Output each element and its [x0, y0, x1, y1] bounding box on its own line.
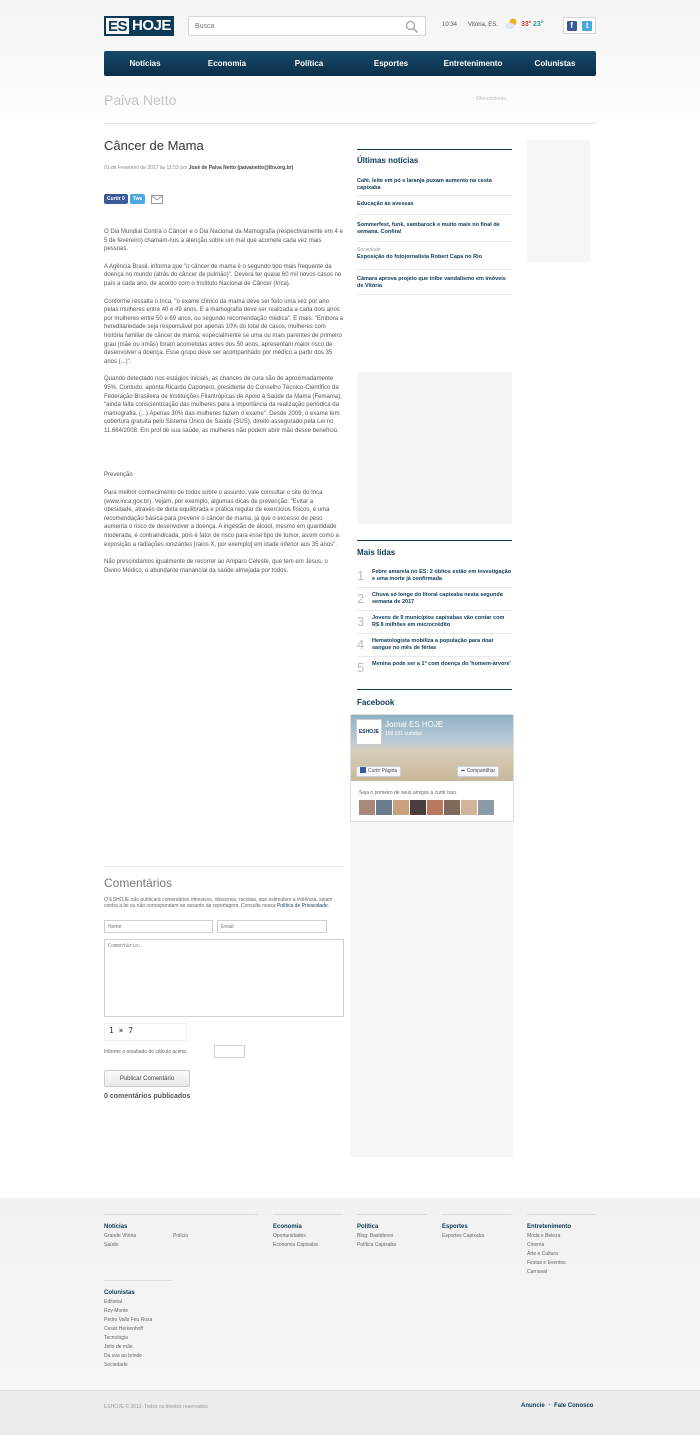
divider	[357, 689, 512, 690]
latest-news-item[interactable]	[357, 276, 512, 289]
comment-textarea[interactable]	[104, 939, 344, 1017]
facebook-widget	[350, 714, 514, 822]
footer-link[interactable]: Editorial	[104, 1299, 123, 1305]
article-subtitle: Prevenção	[104, 472, 133, 479]
rank-title: Menina pode ser a 1ª com doença do 'homem-árvore'	[372, 661, 511, 667]
footer-link[interactable]: Roy Monte	[104, 1308, 129, 1314]
footer-link[interactable]: Moda e Beleza	[527, 1233, 561, 1239]
most-read-item[interactable]	[357, 615, 512, 628]
comments-policy-text: O ESHOJE não publicará comentários ofensivos, obscenos, racistas, que estimulem a violência, sejam contra a lei ou não correspondam ao assunto da reportagem. Consulte nossa	[104, 897, 333, 909]
facebook-icon	[360, 767, 366, 773]
comments-count: 0 comentários publicados	[104, 1093, 191, 1100]
fb-friends-avatars	[359, 800, 495, 815]
footer-heading[interactable]: Economia	[273, 1224, 302, 1230]
footer-entretenimento	[527, 1223, 571, 1277]
footer-link[interactable]: Jeito de mãe	[104, 1344, 133, 1350]
footer-links	[520, 1403, 594, 1409]
latest-news-item[interactable]	[357, 201, 512, 208]
footer-link[interactable]: Carnaval	[527, 1269, 548, 1275]
latest-news-item[interactable]	[357, 178, 512, 191]
ad-banner[interactable]	[527, 140, 590, 262]
divider	[104, 1280, 172, 1281]
news-title: Câmara aprova projeto que inibe vandalismo em imóveis de Vitória	[357, 276, 506, 289]
search-icon[interactable]	[405, 20, 419, 34]
latest-news-item[interactable]	[357, 222, 512, 235]
article-body	[104, 228, 344, 584]
footer-bottom-bar	[0, 1390, 700, 1435]
footer-link[interactable]: Da uva ao brinde	[104, 1353, 143, 1359]
avatar[interactable]	[461, 800, 477, 815]
fb-page-name[interactable]: Jornal ES HOJE	[385, 720, 444, 729]
facebook-cover-image	[351, 715, 513, 781]
footer-link[interactable]: Oportunidades	[273, 1233, 306, 1239]
article-paragraph: O Dia Mundial Contra o Câncer e o Dia Nacional da Mamografia (respectivamente em 4 e 5 de fevereiro) chamam-nos a atenção sobre um mal que acomete cada vez mais pessoas.	[104, 229, 343, 253]
most-read-item[interactable]	[357, 569, 512, 582]
column-title[interactable]: Paiva Netto	[104, 92, 177, 108]
footer-link[interactable]: Esportes Capixaba	[442, 1233, 485, 1239]
article-paragraph: Quando detectado nos estágios iniciais, as chances de cura são de aproximadamente 95%. Contudo, aponta Ricardo Caponero, presidente do Conselho Técnico-Científico da Federação Brasileira de Instituições Filantrópicas de Apoio à Saúde da Mama (Femama), "ainda falta conscientização das mulheres para a importância da realização periódica da mamografia. (...) Apenas 30% das mulheres fazem o exame". Desde 2009, o exame tem cobertura gratuita pelo Sistema Único de Saúde (SUS), direito assegurado pela Lei no 11.664/2008. Em prol de sua saúde, as mulheres não podem abrir mão desse benefício.	[104, 376, 342, 434]
nav-esportes[interactable]: Esportes	[373, 59, 409, 68]
article-paragraph: A Agência Brasil, informa que "o câncer de mama é o segundo tipo mais frequente da doença no mundo (atrás do câncer de pulmão)". Deverá ter quase 60 mil novos casos no país a cada ano, de acordo com o Instituto Nacional de Câncer (Inca).	[104, 263, 342, 287]
news-title: Exposição do fotojornalista Robert Capa no Rio	[357, 253, 482, 260]
footer-heading[interactable]: Colunistas	[104, 1290, 135, 1296]
latest-news-title: Últimas notícias	[357, 156, 419, 165]
latest-news-item[interactable]	[357, 247, 512, 260]
divider	[527, 1214, 596, 1215]
divider	[357, 195, 512, 196]
article-meta	[104, 165, 344, 171]
most-read-item[interactable]	[357, 661, 512, 674]
divider	[357, 656, 512, 657]
divider	[357, 149, 512, 150]
ad-banner[interactable]	[357, 372, 512, 524]
footer-link[interactable]: Festas e Eventos	[527, 1260, 566, 1266]
share-bar	[104, 194, 163, 204]
share-icon: ➦	[461, 768, 466, 774]
footer-heading[interactable]: Política	[357, 1224, 379, 1230]
divider	[442, 1214, 512, 1215]
nav-economia[interactable]: Economia	[207, 59, 247, 68]
footer-heading[interactable]: Notícias	[104, 1224, 128, 1230]
footer-link[interactable]: Tecnologia	[104, 1335, 128, 1341]
copyright: ESHOJE © 2012. Todos os direitos reservados	[104, 1404, 208, 1410]
article-date: 01 de Fevereiro de 2017 às 11:53 por	[104, 165, 188, 171]
nav-colunistas[interactable]: Colunistas	[534, 59, 576, 68]
avatar[interactable]	[359, 800, 375, 815]
twitter-icon[interactable]: t	[582, 21, 592, 31]
footer-colunistas	[104, 1289, 152, 1370]
footer-link[interactable]: Grande Vitória	[104, 1233, 137, 1239]
footer-link[interactable]: Economia Capixaba	[273, 1242, 318, 1248]
email-field[interactable]	[217, 920, 327, 933]
fb-like-label: Curtir Página	[368, 768, 398, 774]
facebook-like-button[interactable]: Curtir 0	[104, 194, 128, 204]
fb-share-label: Compartilhar	[466, 768, 496, 774]
divider	[104, 1214, 258, 1215]
name-field[interactable]	[104, 920, 213, 933]
article-title: Câncer de Mama	[104, 138, 204, 153]
facebook-icon[interactable]: f	[567, 21, 577, 31]
social-links	[563, 17, 596, 34]
divider	[357, 587, 512, 588]
main-nav	[104, 51, 596, 76]
footer-link[interactable]: Saúde	[104, 1242, 119, 1248]
article-header	[104, 138, 344, 153]
site-logo[interactable]	[104, 16, 174, 36]
captcha-label: Informe o resultado do cálculo acima:	[104, 1049, 188, 1055]
most-read-title: Mais lidas	[357, 548, 396, 557]
footer-link[interactable]: Polícia	[173, 1233, 189, 1239]
fb-like-page-button[interactable]	[356, 766, 401, 777]
avatar[interactable]	[478, 800, 494, 815]
ad-banner[interactable]	[350, 822, 513, 1157]
most-read-item[interactable]	[357, 638, 512, 651]
rank-number: 2	[357, 591, 365, 606]
divider	[357, 633, 512, 634]
clock-time: 10:34	[442, 22, 458, 28]
article-paragraph: Para melhor conhecimento de todos sobre o assunto, vale consultar o site do Inca (www.inca.gov.br). Vejam, por exemplo, algumas dicas de prevenção: "Evitar a obesidade, através de dieta equilibrada e prática regular de exercícios físicos, é uma recomendação básica para prevenir o câncer de mama, já que o excesso de peso aumenta o risco de desenvolver a doença. A ingestão de álcool, mesmo em quantidade moderada, é contraindicada, pois é fator de risco para esse tipo de tumor, assim como a exposição a radiações ionizantes [raios X, por exemplo] em idade inferior aos 35 anos".	[104, 490, 339, 548]
captcha-question: 1 × 7	[104, 1023, 187, 1041]
article-paragraph: Conforme ressalta o Inca, "o exame clínico da mama deve ser feito uma vez por ano pelas mulheres entre 40 e 49 anos. E a mamografia deve ser realizada a cada dois anos por mulheres entre 50 e 69 anos, ou segundo recomendação médica". E mais: "Embora a hereditariedade seja responsável por apenas 10% do total de casos, mulheres com história familiar de câncer de mama, especialmente se uma ou mais parentes de primeiro grau (mãe ou irmãs) foram acometidas antes dos 50 anos, apresentam maior risco de desenvolver a doença. Esse grupo deve ser acompanhado por médico a partir dos 35 anos (...)".	[104, 298, 344, 365]
weather-city: Vitória, ES.	[468, 22, 498, 28]
footer-link[interactable]: Arte e Cultura	[527, 1251, 558, 1257]
temp-max: 33°	[521, 21, 532, 28]
news-title: Educação às avessas	[357, 201, 414, 207]
search-input[interactable]	[189, 17, 389, 35]
divider	[104, 866, 344, 867]
rank-number: 1	[357, 568, 365, 583]
comments-note: O ESHOJE não publicará comentários ofensivos, obscenos, racistas, que estimulem a violência, sejam contra a lei ou não correspondam ao assunto da reportagem. Consulte nossa Política de Privacidade.	[104, 897, 333, 909]
advertise-link[interactable]: Anuncie	[521, 1403, 545, 1409]
divider	[104, 123, 596, 124]
nav-noticias[interactable]: Notícias	[129, 59, 161, 68]
logo-hoje: HOJE	[129, 18, 174, 34]
submit-comment-button[interactable]: Publicar Comentário	[104, 1070, 190, 1087]
divider	[357, 540, 512, 541]
avatar[interactable]	[376, 800, 392, 815]
footer-noticias-2	[173, 1232, 188, 1241]
footer-link[interactable]: Blog: Bastidores	[357, 1233, 394, 1239]
avatar[interactable]	[427, 800, 443, 815]
divider	[357, 214, 512, 215]
rank-title: Febre amarela no ES: 2 óbitos estão em investigação e uma morte já confirmada	[372, 569, 512, 582]
news-tag: Sociedade	[357, 247, 381, 253]
search-box	[188, 16, 426, 36]
divider	[357, 269, 512, 270]
avatar[interactable]	[444, 800, 460, 815]
divider	[357, 241, 512, 242]
fb-friends-text: Seja o primeiro de seus amigos a curtir isso.	[359, 790, 458, 796]
page-avatar[interactable]: ESHOJE	[356, 719, 382, 745]
tweet-button[interactable]: Twe	[130, 194, 145, 204]
contact-link[interactable]: Fale Conosco	[554, 1403, 594, 1409]
footer-link[interactable]: Cinema	[527, 1242, 545, 1248]
footer-heading[interactable]: Entretenimento	[527, 1224, 572, 1230]
rank-title: Chuva só longe do litoral capixaba nesta segunda semana de 2017	[372, 592, 503, 605]
most-read-item[interactable]	[357, 592, 512, 605]
captcha-answer-field[interactable]	[214, 1045, 245, 1058]
footer-link[interactable]: Cesar Herkenhoff	[104, 1326, 144, 1332]
footer-link[interactable]: Política Capixaba	[357, 1242, 396, 1248]
fb-like-count: 158.531 curtidas	[385, 731, 422, 737]
privacy-policy-link[interactable]: Política de Privacidade	[276, 903, 328, 909]
comments-title: Comentários	[104, 876, 173, 890]
avatar[interactable]	[410, 800, 426, 815]
footer-economia	[273, 1223, 318, 1250]
email-icon[interactable]	[151, 195, 163, 204]
link-separator: •	[548, 1403, 551, 1409]
nav-politica[interactable]: Política	[294, 59, 324, 68]
divider	[357, 1214, 427, 1215]
rank-number: 5	[357, 660, 365, 675]
article-paragraph: Não prescindamos igualmente de recorrer ao Amparo Celeste, que tem em Jesus, o Divino Médico, o abundante manancial da saúde almejada por todos.	[104, 559, 328, 574]
rank-number: 3	[357, 614, 365, 629]
sponsor-label: Oferecimento	[476, 96, 507, 102]
divider	[357, 294, 512, 295]
nav-entretenimento[interactable]: Entretenimento	[443, 59, 503, 68]
fb-share-button[interactable]	[457, 766, 499, 777]
facebook-title: Facebook	[357, 698, 395, 707]
footer-noticias	[104, 1223, 136, 1250]
temp-min: 23°	[533, 21, 544, 28]
rank-title: Hematologista mobiliza a população para doar sangue no mês de férias	[372, 638, 494, 651]
rank-number: 4	[357, 637, 365, 652]
footer-link[interactable]: Sociedade	[104, 1362, 128, 1368]
logo-es: ES	[108, 17, 128, 35]
divider	[273, 1214, 343, 1215]
footer-heading[interactable]: Esportes	[442, 1224, 468, 1230]
news-title: Café, leite em pó e laranja puxam aumento na cesta capixaba	[357, 178, 492, 191]
avatar[interactable]	[393, 800, 409, 815]
footer-politica	[357, 1223, 396, 1250]
article-author[interactable]: José de Paiva Netto (paivanetto@lbv.org.br)	[188, 165, 294, 171]
divider	[357, 610, 512, 611]
footer-link[interactable]: Pedro Valls Feu Rosa	[104, 1317, 153, 1323]
rank-title: Jovens de 9 municípios capixabas vão contar com R$ 8 milhões em microcrédito	[372, 615, 505, 628]
partly-cloudy-icon	[503, 16, 519, 32]
news-title: Sommerfest, funk, sambarock e muito mais no final de semana. Confira!	[357, 222, 500, 235]
footer-esportes	[442, 1223, 484, 1241]
